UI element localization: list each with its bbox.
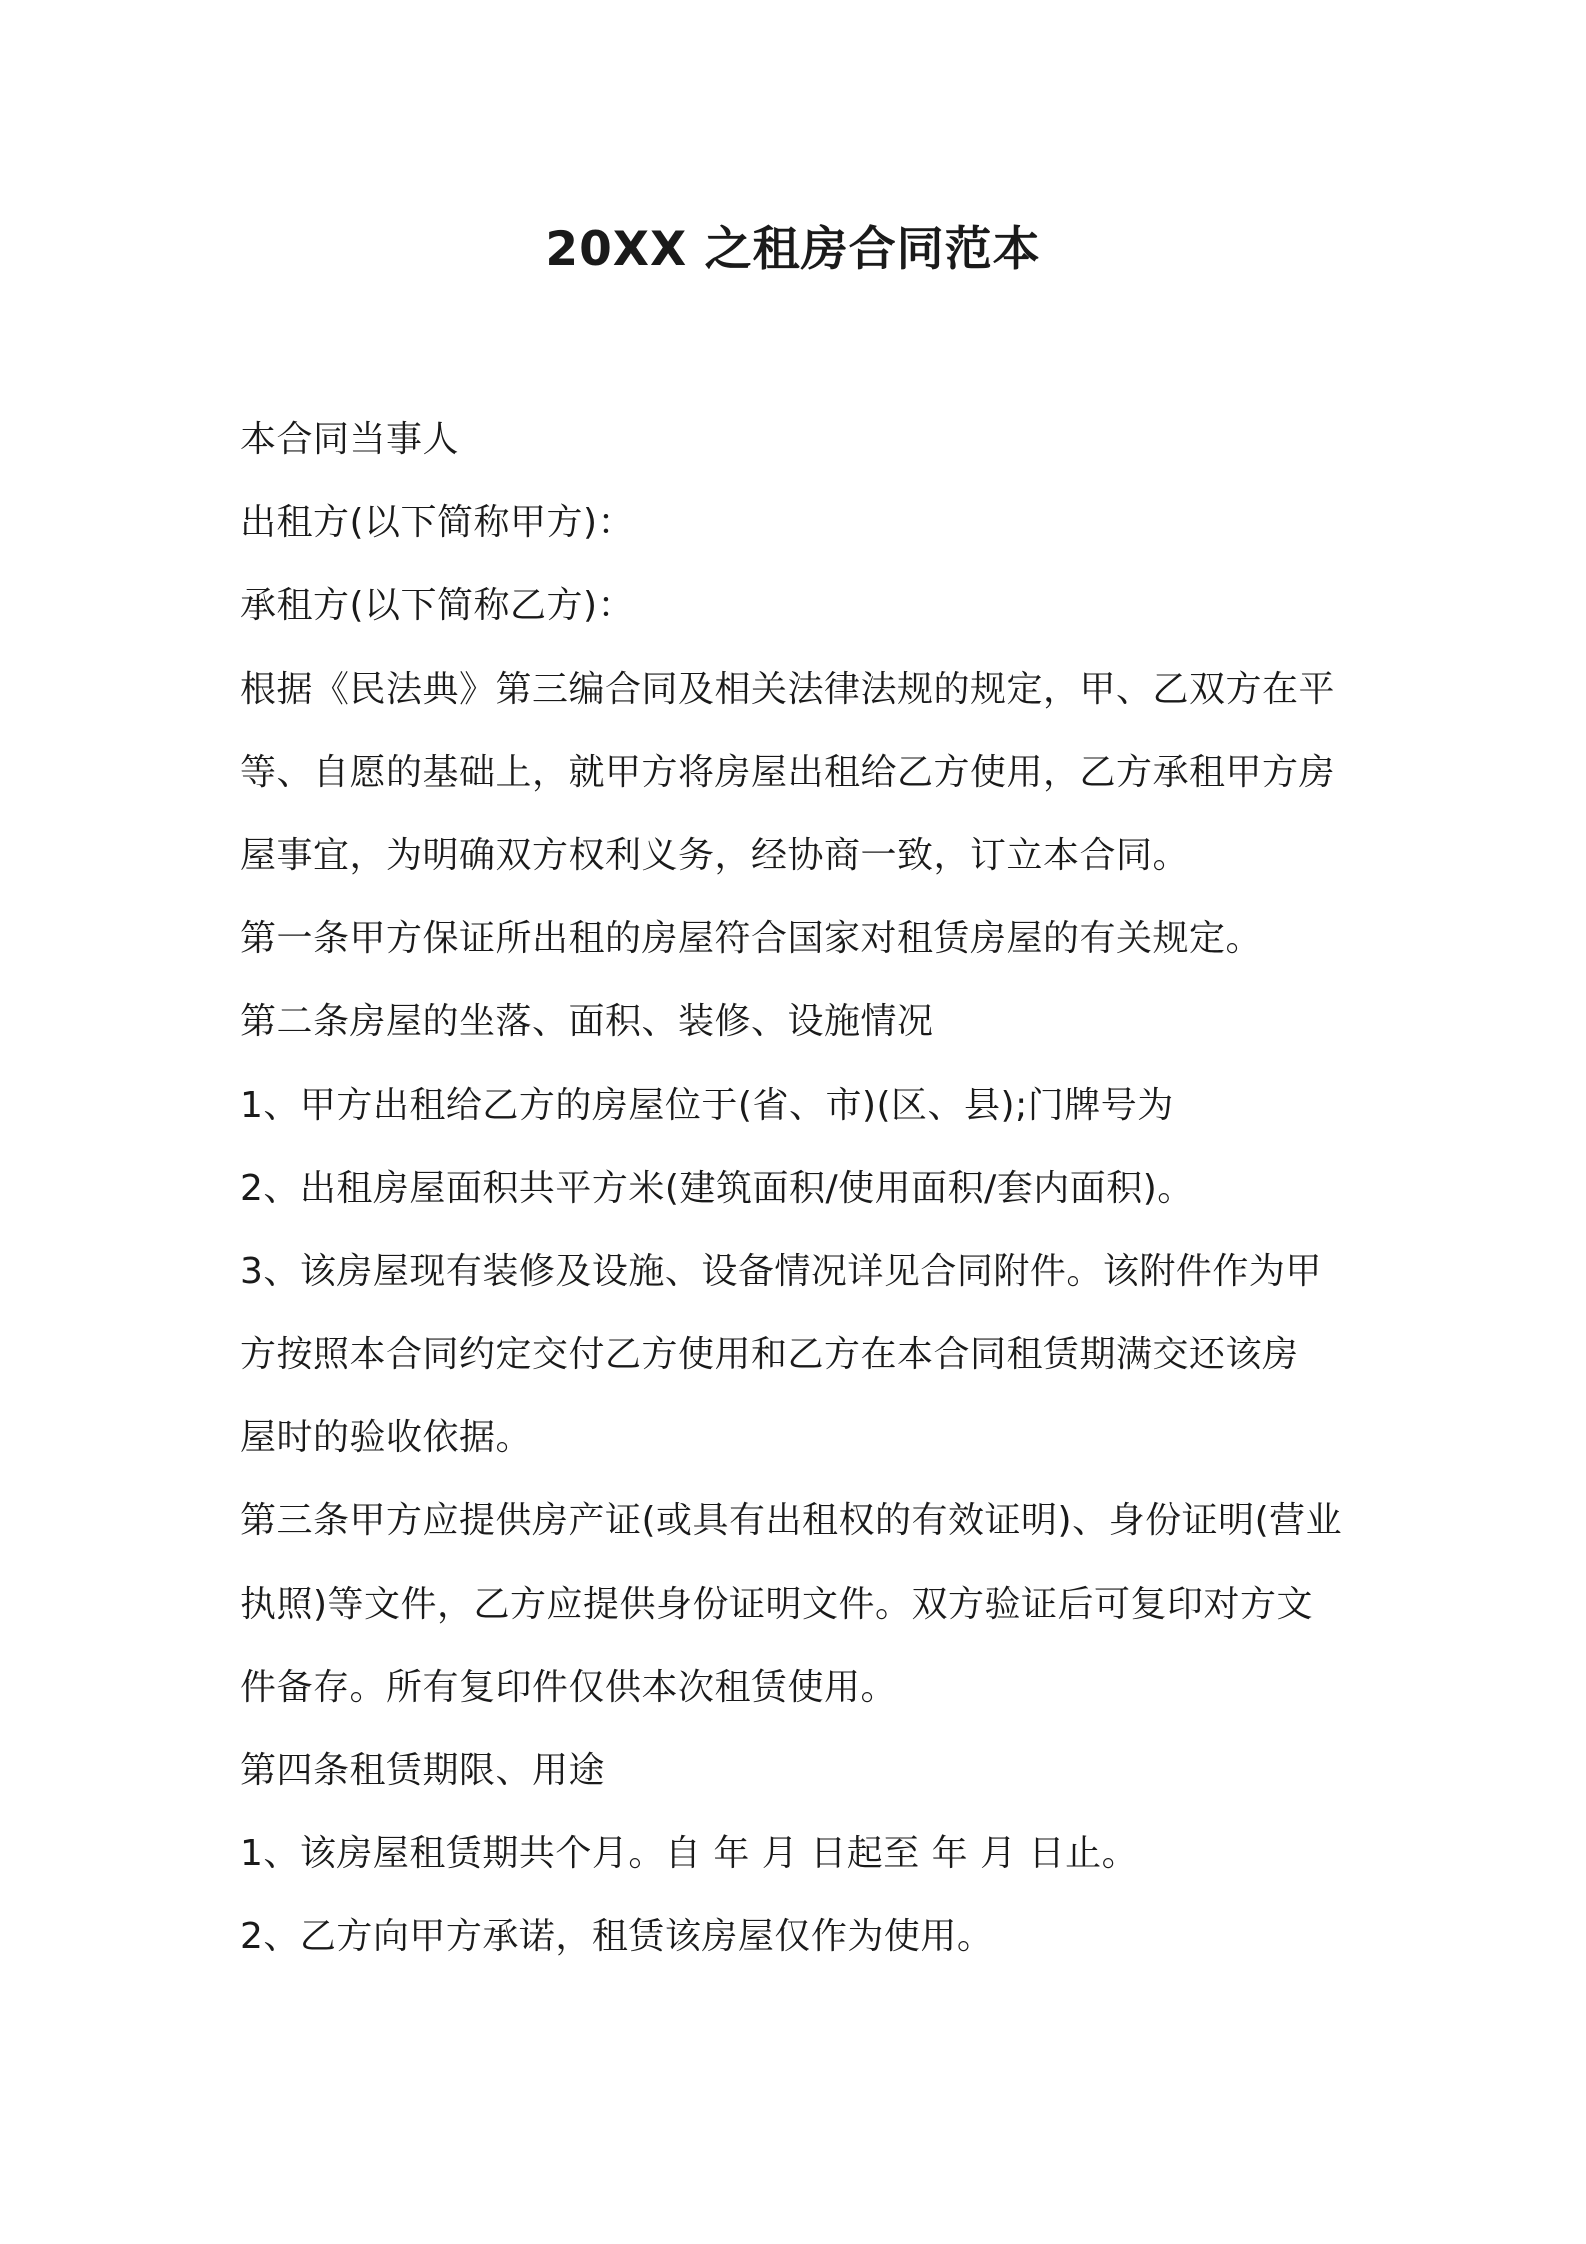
body-line: 件备存。所有复印件仅供本次租赁使用。 [240,1666,898,1708]
body-line: 执照)等文件，乙方应提供身份证明文件。双方验证后可复印对方文 [240,1583,1314,1625]
body-line: 本合同当事人 [240,419,460,460]
body-line: 2、出租房屋面积共平方米(建筑面积/使用面积/套内面积)。 [240,1167,1194,1209]
body-line: 第二条房屋的坐落、面积、装修、设施情况 [240,1001,934,1043]
body-line: 3、该房屋现有装修及设施、设备情况详见合同附件。该附件作为甲 [240,1250,1322,1292]
body-line: 根据《民法典》第三编合同及相关法律法规的规定，甲、乙双方在平 [240,668,1336,710]
body-line: 出租方(以下简称甲方)： [240,502,635,544]
document-title: 20XX 之租房合同范本 [545,222,1041,277]
body-line: 第三条甲方应提供房产证(或具有出租权的有效证明)、身份证明(营业 [240,1500,1343,1542]
body-line: 2、乙方向甲方承诺，租赁该房屋仅作为使用。 [240,1916,994,1958]
body-line: 屋事宜，为明确双方权利义务，经协商一致，订立本合同。 [240,834,1190,876]
body-line: 第四条租赁期限、用途 [240,1750,606,1791]
body-line: 1、甲方出租给乙方的房屋位于(省、市)(区、县);门牌号为 [240,1084,1174,1126]
body-line: 1、该房屋租赁期共个月。自 年 月 日起至 年 月 日止。 [240,1833,1139,1875]
body-line: 等、自愿的基础上，就甲方将房屋出租给乙方使用，乙方承租甲方房 [240,751,1336,793]
body-line: 第一条甲方保证所出租的房屋符合国家对租赁房屋的有关规定。 [240,918,1263,960]
body-line: 屋时的验收依据。 [240,1417,533,1459]
body-line: 承租方(以下简称乙方)： [240,585,635,627]
body-line: 方按照本合同约定交付乙方使用和乙方在本合同租赁期满交还该房 [240,1334,1299,1376]
document-body [240,398,1360,1979]
